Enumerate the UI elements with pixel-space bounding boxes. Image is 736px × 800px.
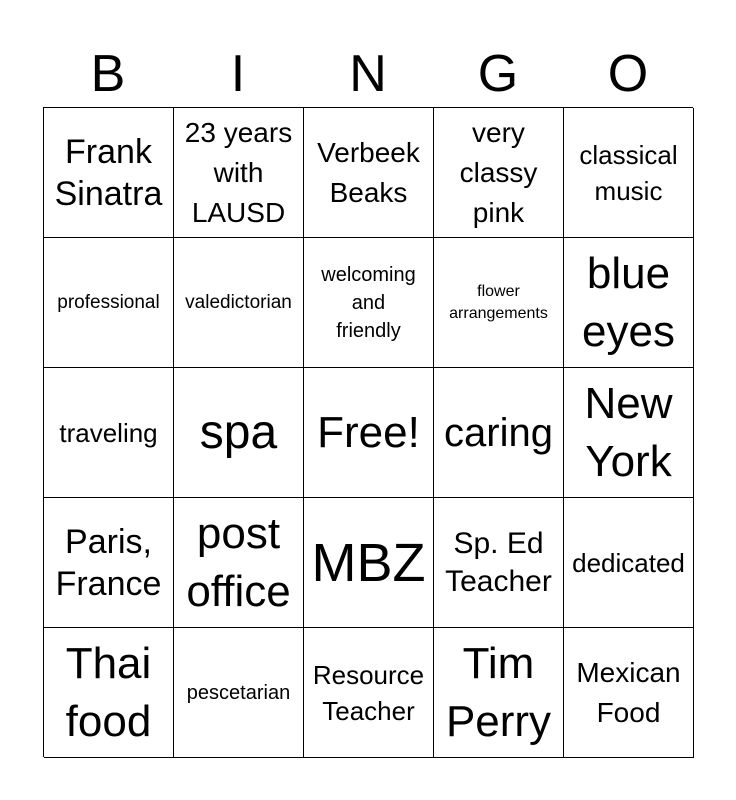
header-letter-i: I (230, 45, 246, 103)
free-space-label: Free! (317, 407, 420, 457)
cell-label: Sp. Ed Teacher (445, 526, 552, 598)
cell-label: pescetarian (186, 681, 291, 704)
bingo-cell-5-3[interactable] (304, 628, 434, 758)
cell-label: Mexican Food (576, 656, 681, 728)
bingo-cell-3-2[interactable] (174, 368, 304, 498)
bingo-cell-4-2[interactable] (174, 498, 304, 628)
cell-label: welcoming and friendly (321, 263, 416, 342)
cell-label: 23 years with LAUSD (184, 116, 293, 228)
cell-label: valedictorian (185, 292, 292, 313)
bingo-cell-2-2[interactable] (174, 238, 304, 368)
bingo-cell-3-4[interactable] (434, 368, 564, 498)
bingo-cell-3-5[interactable] (564, 368, 694, 498)
cell-label: post office (186, 508, 291, 616)
bingo-cell-4-5[interactable] (564, 498, 694, 628)
free-space[interactable] (304, 368, 434, 498)
bingo-cell-1-4[interactable] (434, 108, 564, 238)
header-letter-n: N (349, 45, 387, 103)
bingo-cell-1-5[interactable] (564, 108, 694, 238)
cell-label: professional (57, 292, 160, 313)
bingo-cell-4-4[interactable] (434, 498, 564, 628)
cell-label: Tim Perry (445, 638, 552, 746)
cell-label: spa (199, 405, 278, 459)
cell-label: MBZ (311, 532, 426, 593)
bingo-header (43, 44, 693, 104)
bingo-cell-5-4[interactable] (434, 628, 564, 758)
cell-label: blue eyes (582, 248, 675, 356)
cell-label: Resource Teacher (312, 659, 425, 726)
cell-label: Frank Sinatra (54, 132, 163, 213)
bingo-cell-2-5[interactable] (564, 238, 694, 368)
bingo-cell-4-3[interactable] (304, 498, 434, 628)
bingo-cell-4-1[interactable] (44, 498, 174, 628)
cell-label: Paris, France (55, 522, 162, 603)
cell-label: classical music (579, 139, 678, 206)
bingo-cell-2-3[interactable] (304, 238, 434, 368)
cell-label: dedicated (572, 547, 685, 578)
cell-label: Thai food (65, 638, 152, 746)
bingo-cell-5-1[interactable] (44, 628, 174, 758)
header-letter-g: G (477, 45, 519, 103)
bingo-cell-3-1[interactable] (44, 368, 174, 498)
bingo-cell-1-3[interactable] (304, 108, 434, 238)
cell-label: flower arrangements (449, 282, 548, 322)
bingo-cell-5-2[interactable] (174, 628, 304, 758)
bingo-cell-2-4[interactable] (434, 238, 564, 368)
cell-label: New York (584, 378, 673, 486)
bingo-cell-1-1[interactable] (44, 108, 174, 238)
bingo-cell-5-5[interactable] (564, 628, 694, 758)
bingo-board (43, 107, 693, 757)
cell-label: traveling (59, 417, 158, 448)
cell-label: very classy pink (459, 116, 538, 228)
cell-label: caring (444, 410, 553, 455)
header-letter-b: B (90, 45, 126, 103)
bingo-cell-2-1[interactable] (44, 238, 174, 368)
cell-label: Verbeek Beaks (317, 136, 420, 208)
header-letter-o: O (607, 45, 649, 103)
bingo-cell-1-2[interactable] (174, 108, 304, 238)
